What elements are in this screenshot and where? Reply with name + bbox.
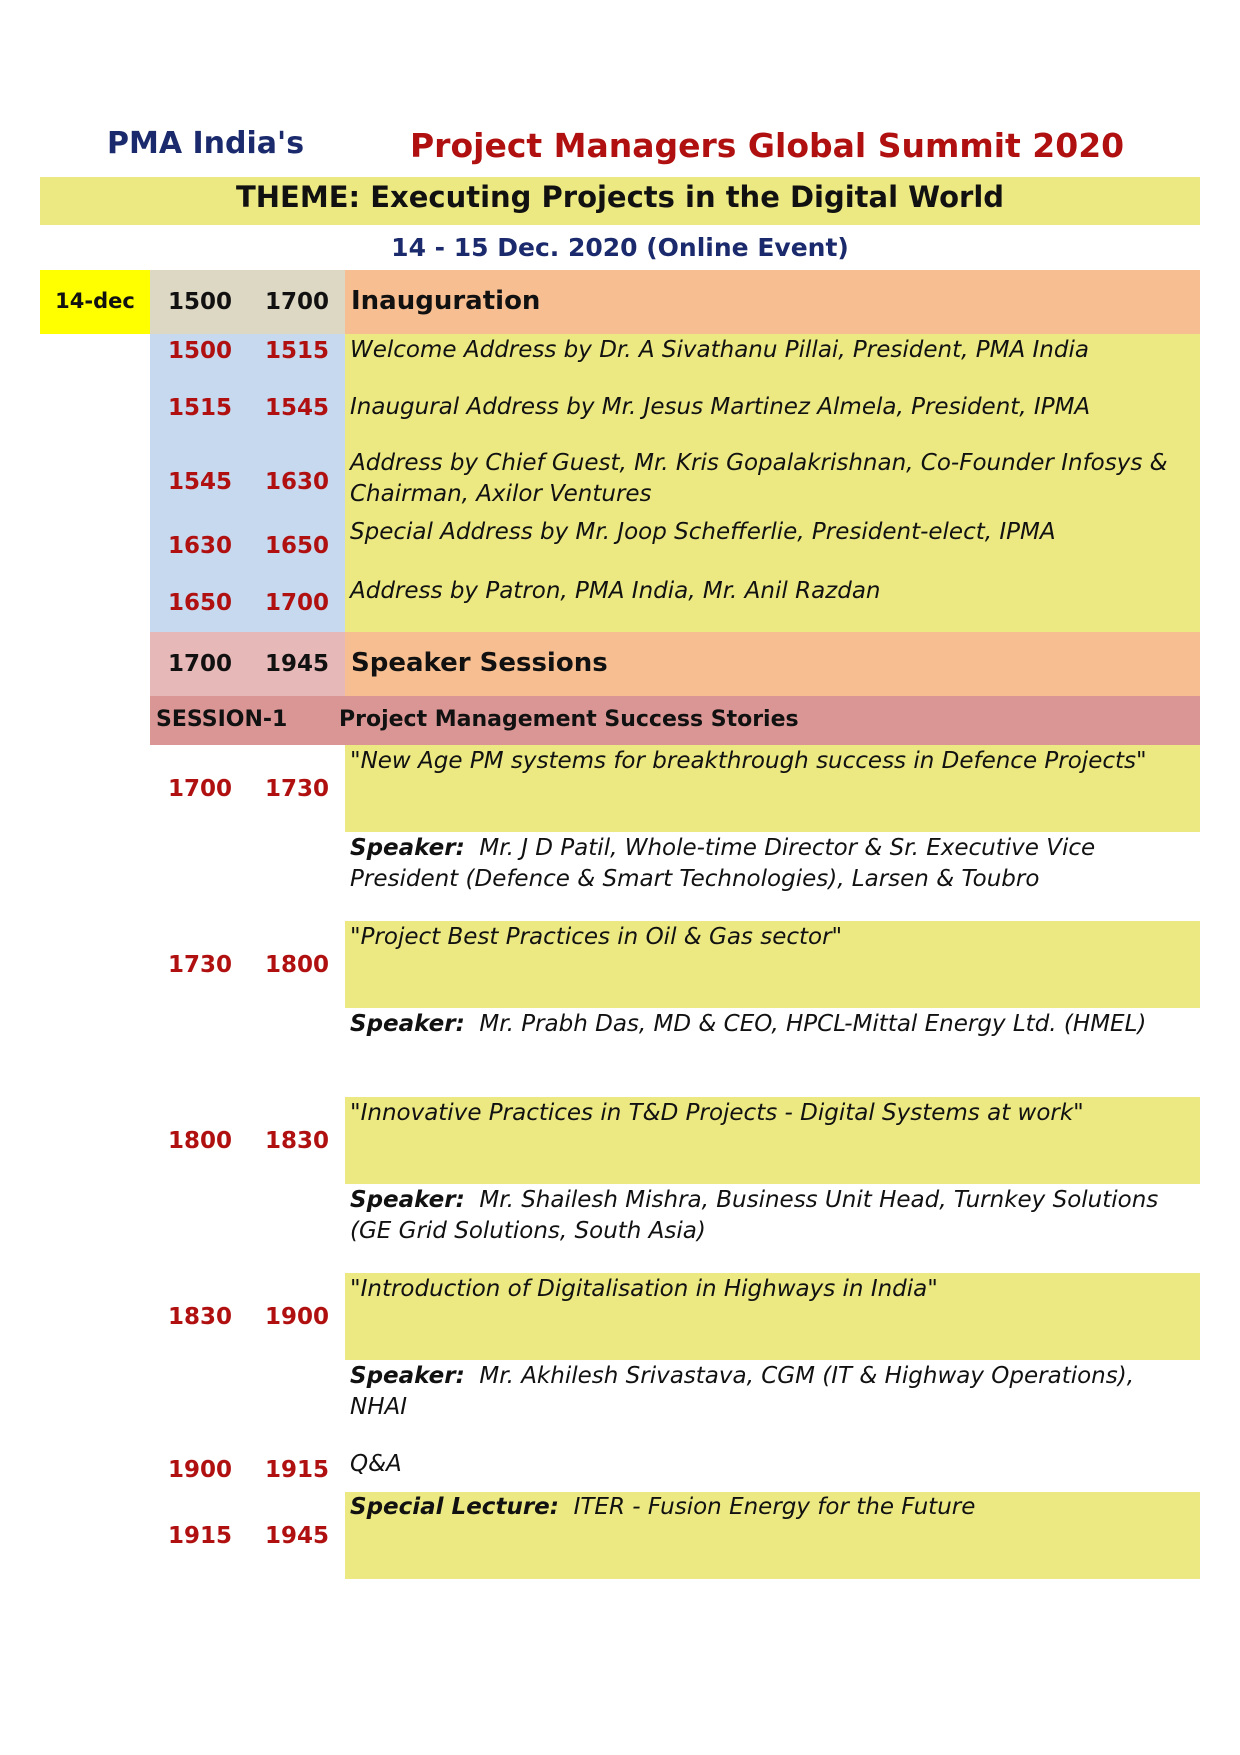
inaug-item-4-text: Special Address by Mr. Joop Schefferlie, President-elect, IPMA (350, 519, 1056, 545)
special-lecture (350, 1494, 975, 1520)
talk-1-end: 1730 (265, 776, 330, 802)
inaug-item-4-end: 1650 (265, 533, 330, 559)
inaug-item-2-end: 1545 (265, 395, 330, 421)
inaug-item-2-start: 1515 (168, 395, 233, 421)
talk-2-end: 1800 (265, 952, 330, 978)
inaug-item-5-start: 1650 (168, 590, 233, 616)
inaug-item-3-end: 1630 (265, 469, 330, 495)
speaker-label: Speaker: (350, 1363, 465, 1389)
speaker-label: Speaker: (350, 1187, 465, 1213)
qa-text: Q&A (350, 1451, 402, 1477)
talk-2-speaker-text: Mr. Prabh Das, MD & CEO, HPCL-Mittal Energy Ltd. (HMEL) (479, 1011, 1147, 1037)
speaker-sessions-start: 1700 (168, 651, 233, 677)
session-title: Project Management Success Stories (339, 707, 799, 732)
inaug-item-4-start: 1630 (168, 533, 233, 559)
special-lecture-start: 1915 (168, 1523, 233, 1549)
talk-4-speaker (350, 1361, 1190, 1423)
event-title: Project Managers Global Summit 2020 (410, 126, 1125, 165)
speaker-label: Speaker: (350, 1011, 465, 1037)
talk-3-title: "Innovative Practices in T&D Projects - Digital Systems at work" (350, 1100, 1084, 1126)
talk-4-end: 1900 (265, 1304, 330, 1330)
talk-4-start: 1830 (168, 1304, 233, 1330)
inaug-item-3-start: 1545 (168, 469, 233, 495)
inaug-item-1-end: 1515 (265, 338, 330, 364)
special-lecture-text: ITER - Fusion Energy for the Future (573, 1494, 976, 1520)
organization-name: PMA India's (107, 126, 305, 161)
event-dates: 14 - 15 Dec. 2020 (Online Event) (391, 233, 849, 262)
speaker-sessions-title: Speaker Sessions (351, 648, 608, 678)
talk-1-title: "New Age PM systems for breakthrough success in Defence Projects" (350, 748, 1147, 774)
talk-2-title: "Project Best Practices in Oil & Gas sector" (350, 924, 843, 950)
inaug-item-1-start: 1500 (168, 338, 233, 364)
talk-3-speaker-text: Mr. Shailesh Mishra, Business Unit Head, Turnkey Solutions (GE Grid Solutions, South Asia) (350, 1187, 1159, 1244)
talk-1-start: 1700 (168, 776, 233, 802)
talk-3-end: 1830 (265, 1128, 330, 1154)
talk-3-speaker (350, 1185, 1190, 1247)
talk-1-speaker-text: Mr. J D Patil, Whole-time Director & Sr. Executive Vice President (Defence & Smart Technologies), Larsen & Toubro (350, 835, 1096, 892)
talk-2-speaker (350, 1009, 1190, 1040)
inauguration-start: 1500 (168, 289, 233, 315)
qa-end: 1915 (265, 1457, 330, 1483)
talk-3-start: 1800 (168, 1128, 233, 1154)
qa-start: 1900 (168, 1457, 233, 1483)
talk-4-speaker-text: Mr. Akhilesh Srivastava, CGM (IT & Highway Operations), NHAI (350, 1363, 1135, 1420)
special-lecture-label: Special Lecture: (350, 1494, 559, 1520)
speaker-sessions-end: 1945 (265, 651, 330, 677)
inaug-item-5-text: Address by Patron, PMA India, Mr. Anil Razdan (350, 578, 881, 604)
talk-2-start: 1730 (168, 952, 233, 978)
inaug-item-2-text: Inaugural Address by Mr. Jesus Martinez Almela, President, IPMA (350, 394, 1091, 420)
theme-text: THEME: Executing Projects in the Digital World (235, 180, 1005, 214)
talk-4-title: "Introduction of Digitalisation in Highways in India" (350, 1276, 938, 1302)
inaug-item-5-end: 1700 (265, 590, 330, 616)
special-lecture-end: 1945 (265, 1523, 330, 1549)
speaker-label: Speaker: (350, 835, 465, 861)
day-label: 14-dec (55, 289, 135, 313)
session-label: SESSION-1 (156, 707, 288, 732)
inaug-item-3-text: Address by Chief Guest, Mr. Kris Gopalakrishnan, Co-Founder Infosys & Chairman, Axilor Ventures (350, 450, 1168, 507)
inaug-item-1-text: Welcome Address by Dr. A Sivathanu Pillai, President, PMA India (350, 337, 1089, 363)
inauguration-title: Inauguration (351, 286, 541, 316)
inauguration-end: 1700 (265, 289, 330, 315)
talk-1-speaker (350, 833, 1190, 895)
